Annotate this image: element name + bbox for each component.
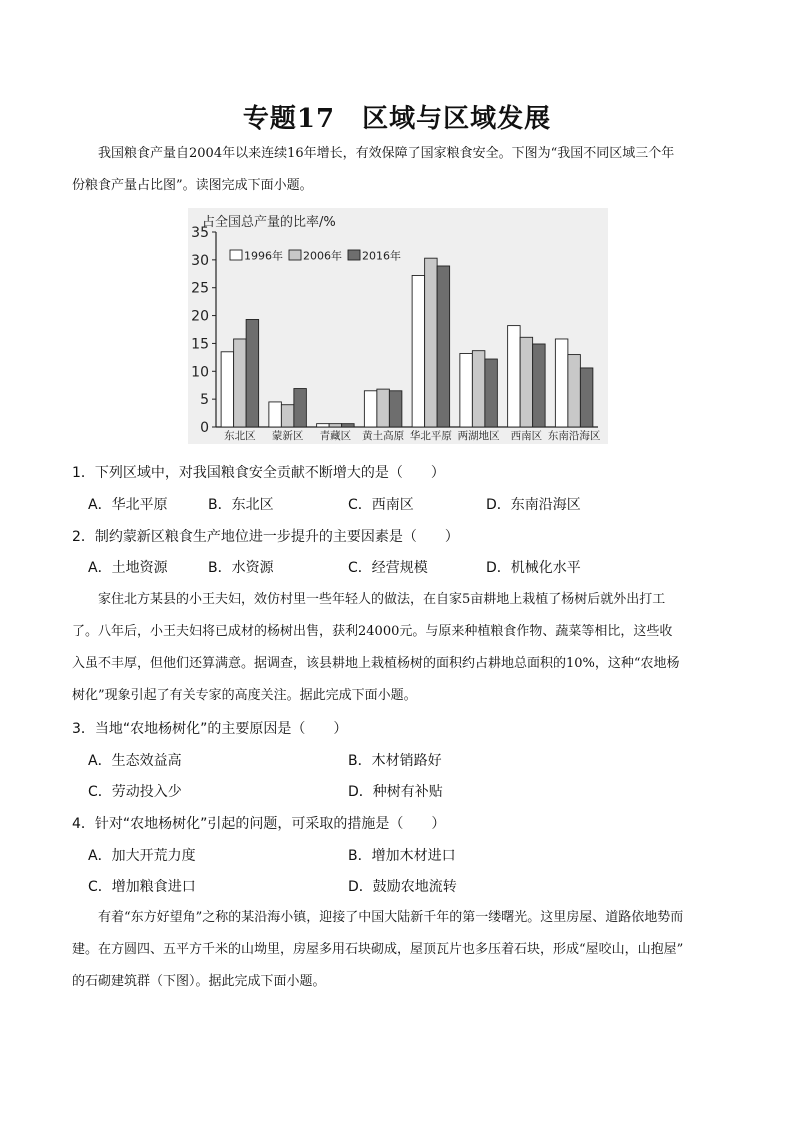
q4-option-a[interactable]: A．加大开荒力度 — [88, 848, 196, 864]
bar-6-2006年 — [472, 351, 485, 427]
x-category-label: 东北区 — [224, 430, 256, 442]
bar-5-1996年 — [412, 275, 425, 427]
bar-6-1996年 — [460, 353, 473, 427]
q2-option-a[interactable]: A．土地资源 — [88, 560, 168, 576]
question-2-stem: 2．制约蒙新区粮食生产地位进一步提升的主要因素是（ ） — [72, 529, 459, 545]
x-category-label: 黄土高原 — [362, 430, 405, 442]
q2-option-c[interactable]: C．经营规模 — [348, 560, 428, 576]
y-tick-label: 15 — [191, 336, 209, 353]
bar-2-1996年 — [269, 402, 282, 427]
bar-1-1996年 — [221, 352, 234, 427]
bar-8-1996年 — [555, 339, 568, 427]
bar-5-2006年 — [425, 258, 438, 427]
q4-option-b[interactable]: B．增加木材进口 — [348, 848, 456, 864]
bar-7-1996年 — [508, 326, 521, 427]
bar-3-2006年 — [329, 424, 342, 427]
page-title: 专题17 区域与区域发展 — [242, 104, 552, 134]
question-3-stem: 3．当地“农地杨树化”的主要原因是（ ） — [72, 721, 348, 737]
bar-8-2016年 — [580, 368, 593, 427]
q4-option-d[interactable]: D．鼓励农地流转 — [348, 879, 457, 895]
chart-svg — [188, 208, 608, 444]
bar-4-2016年 — [389, 391, 402, 427]
intro-paragraph-1: 我国粮食产量自2004年以来连续16年增长，有效保障了国家粮食安全。下图为“我国不同区域三个年 份粮食产量占比图”。读图完成下面小题。 — [72, 146, 675, 193]
y-tick-label: 20 — [191, 308, 209, 325]
bar-6-2016年 — [485, 359, 498, 427]
legend-swatch — [289, 250, 301, 260]
q3-option-a[interactable]: A．生态效益高 — [88, 753, 182, 769]
intro-paragraph-3: 有着“东方好望角”之称的某沿海小镇，迎接了中国大陆新千年的第一缕曙光。这里房屋、道路依地势而 建。在方圆四、五平方千米的山坳里，房屋多用石块砌成，屋顶瓦片也多压着石块，形成“屋咬山，山抱屋” 的石砌建筑群（下图）。据此完成下面小题。 — [72, 910, 684, 989]
q3-option-b[interactable]: B．木材销路好 — [348, 753, 442, 769]
legend-label: 1996年 — [244, 249, 283, 263]
bar-1-2016年 — [246, 319, 259, 427]
x-category-label: 青藏区 — [319, 430, 352, 442]
q3-option-c[interactable]: C．劳动投入少 — [88, 784, 182, 800]
x-category-label: 两湖地区 — [457, 430, 500, 442]
legend-label: 2006年 — [303, 249, 342, 263]
q1-option-d[interactable]: D．东南沿海区 — [486, 497, 581, 513]
x-category-label: 华北平原 — [409, 430, 452, 442]
legend-swatch — [230, 250, 242, 260]
q1-option-b[interactable]: B．东北区 — [208, 497, 274, 513]
legend-label: 2016年 — [362, 249, 401, 263]
grain-share-chart — [188, 208, 608, 444]
bar-4-2006年 — [377, 389, 390, 427]
bar-2-2016年 — [294, 389, 307, 427]
bar-5-2016年 — [437, 266, 450, 427]
y-tick-label: 25 — [191, 280, 209, 297]
legend-swatch — [348, 250, 360, 260]
q1-option-a[interactable]: A．华北平原 — [88, 497, 168, 513]
x-category-label: 东南沿海区 — [547, 430, 601, 442]
bar-3-2016年 — [342, 424, 355, 427]
bar-4-1996年 — [364, 391, 377, 427]
question-1-stem: 1．下列区域中，对我国粮食安全贡献不断增大的是（ ） — [72, 465, 445, 481]
q1-option-c[interactable]: C．西南区 — [348, 497, 414, 513]
bar-3-1996年 — [317, 424, 330, 427]
y-tick-label: 10 — [191, 364, 209, 381]
intro-paragraph-2: 家住北方某县的小王夫妇，效仿村里一些年轻人的做法，在自家5亩耕地上栽植了杨树后就外出打工 了。八年后，小王夫妇将已成材的杨树出售，获利24000元。与原来种植粮食作物、蔬菜等相比，这些收 入虽不丰厚，但他们还算满意。据调查，该县耕地上栽植杨树的面积约占耕地总面积的10%，这种“农地杨 树化”现象引起了有关专家的高度关注。据此完成下面小题。 — [72, 592, 680, 703]
y-tick-label: 0 — [200, 420, 209, 436]
q2-option-d[interactable]: D．机械化水平 — [486, 560, 581, 576]
bar-1-2006年 — [234, 339, 247, 427]
y-tick-label: 30 — [191, 252, 209, 269]
q2-option-b[interactable]: B．水资源 — [208, 560, 274, 576]
question-4-stem: 4．针对“农地杨树化”引起的问题，可采取的措施是（ ） — [72, 816, 446, 832]
bar-8-2006年 — [568, 355, 581, 427]
x-category-label: 蒙新区 — [271, 430, 304, 442]
bar-7-2016年 — [533, 344, 546, 427]
y-tick-label: 35 — [191, 225, 209, 241]
chart-title: 占全国总产量的比率/% — [202, 215, 336, 230]
bar-7-2006年 — [520, 337, 533, 427]
q4-option-c[interactable]: C．增加粮食进口 — [88, 879, 196, 895]
y-tick-label: 5 — [200, 392, 209, 409]
x-category-label: 西南区 — [510, 430, 543, 442]
bar-2-2006年 — [281, 405, 294, 427]
q3-option-d[interactable]: D．种树有补贴 — [348, 784, 443, 800]
